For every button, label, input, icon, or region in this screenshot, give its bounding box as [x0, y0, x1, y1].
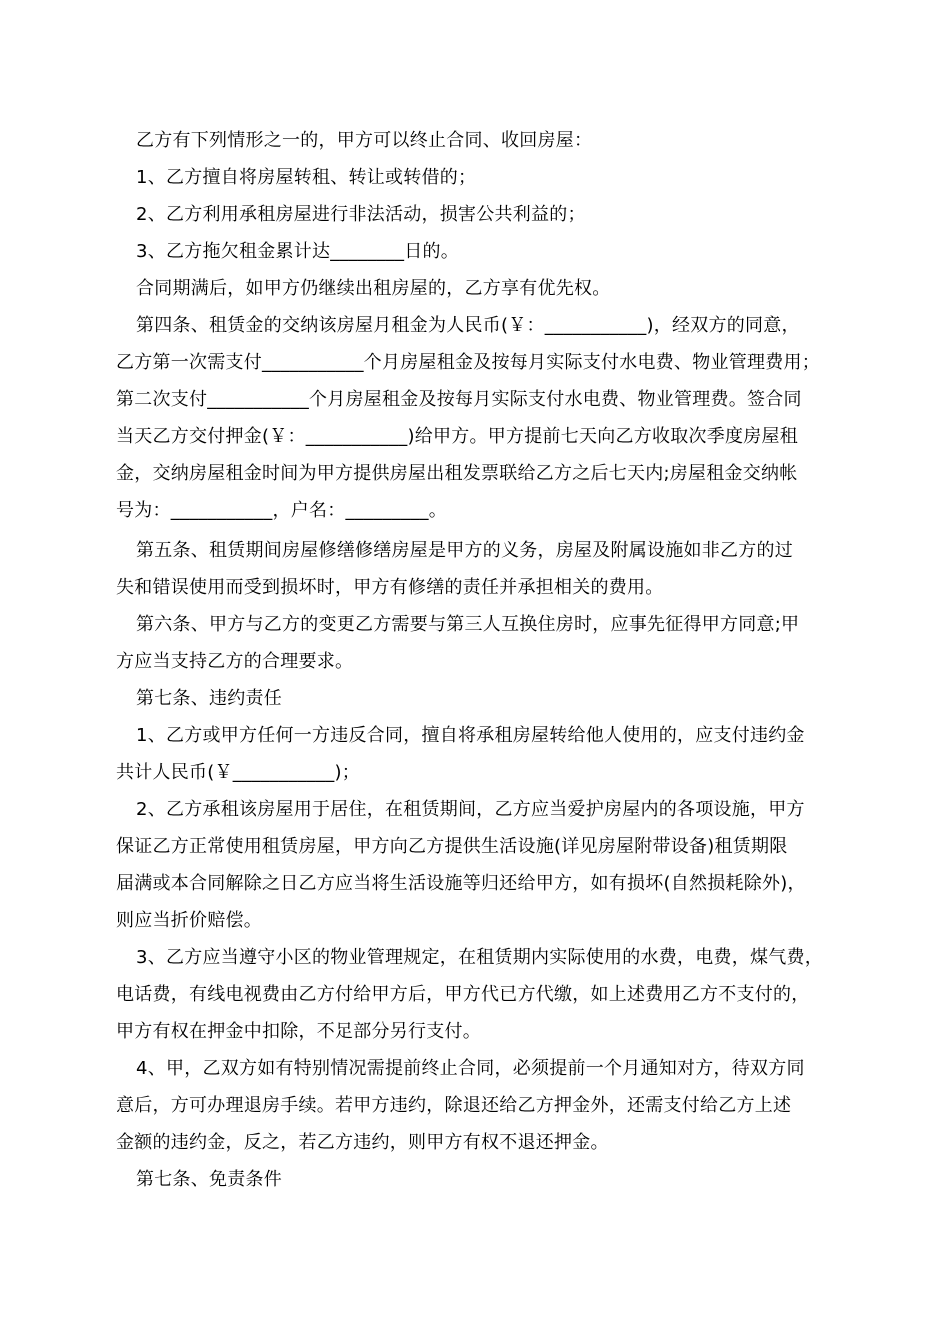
liability-item-3-line-2: 电话费，有线电视费由乙方付给甲方后，甲方代已方代缴，如上述费用乙方不支付的，	[116, 984, 810, 1005]
article-4-line-2: 乙方第一次需支付___________个月房屋租金及按每月实际支付水电费、物业管理费用；	[116, 352, 820, 373]
article-4-line-1: 第四条、租赁金的交纳该房屋月租金为人民币(￥：___________)，经双方的同意，	[136, 315, 800, 336]
liability-item-2-line-1: 2、乙方承租该房屋用于居住，在租赁期间，乙方应当爱护房屋内的各项设施，甲方	[136, 799, 805, 820]
article-4-line-4: 当天乙方交付押金(￥：___________)给甲方。甲方提前七天向乙方收取次季度房屋租	[116, 426, 799, 447]
article-5-line-1: 第五条、租赁期间房屋修缮修缮房屋是甲方的义务，房屋及附属设施如非乙方的过	[136, 540, 793, 561]
liability-item-3-line-1: 3、乙方应当遵守小区的物业管理规定，在租赁期内实际使用的水费，电费，煤气费，	[136, 947, 823, 968]
liability-item-4-line-1: 4、甲，乙双方如有特别情况需提前终止合同，必须提前一个月通知对方，待双方同	[136, 1058, 805, 1079]
paragraph-renewal-priority: 合同期满后，如甲方仍继续出租房屋的，乙方享有优先权。	[136, 278, 611, 299]
liability-item-2-line-3: 届满或本合同解除之日乙方应当将生活设施等归还给甲方，如有损坏(自然损耗除外)，	[116, 873, 806, 894]
article-7-heading: 第七条、违约责任	[136, 688, 282, 709]
article-6-line-2: 方应当支持乙方的合理要求。	[116, 651, 354, 672]
termination-item-2: 2、乙方利用承租房屋进行非法活动，损害公共利益的；	[136, 204, 586, 225]
article-4-line-5: 金，交纳房屋租金时间为甲方提供房屋出租发票联给乙方之后七天内;房屋租金交纳帐	[116, 463, 798, 484]
liability-item-4-line-3: 金额的违约金，反之，若乙方违约，则甲方有权不退还押金。	[116, 1132, 609, 1153]
article-5-line-2: 失和错误使用而受到损坏时，甲方有修缮的责任并承担相关的费用。	[116, 577, 664, 598]
liability-item-4-line-2: 意后，方可办理退房手续。若甲方违约，除退还给乙方押金外，还需支付给乙方上述	[116, 1095, 792, 1116]
article-4-line-6: 号为：___________，户名：_________。	[116, 500, 447, 521]
liability-item-2-line-4: 则应当折价赔偿。	[116, 910, 262, 931]
termination-item-1: 1、乙方擅自将房屋转租、转让或转借的；	[136, 167, 477, 188]
exemption-heading: 第七条、免责条件	[136, 1169, 282, 1190]
liability-item-1-line-1: 1、乙方或甲方任何一方违反合同，擅自将承租房屋转给他人使用的，应支付违约金	[136, 725, 805, 746]
paragraph-termination-intro: 乙方有下列情形之一的，甲方可以终止合同、收回房屋：	[136, 130, 593, 151]
liability-item-2-line-2: 保证乙方正常使用租赁房屋，甲方向乙方提供生活设施(详见房屋附带设备)租赁期限	[116, 836, 788, 857]
liability-item-1-line-2: 共计人民币(￥___________)；	[116, 762, 361, 783]
termination-item-3: 3、乙方拖欠租金累计达________日的。	[136, 241, 459, 262]
liability-item-3-line-3: 甲方有权在押金中扣除，不足部分另行支付。	[116, 1021, 481, 1042]
article-6-line-1: 第六条、甲方与乙方的变更乙方需要与第三人互换住房时，应事先征得甲方同意;甲	[136, 614, 800, 635]
article-4-line-3: 第二次支付___________个月房屋租金及按每月实际支付水电费、物业管理费。签合同	[116, 389, 802, 410]
